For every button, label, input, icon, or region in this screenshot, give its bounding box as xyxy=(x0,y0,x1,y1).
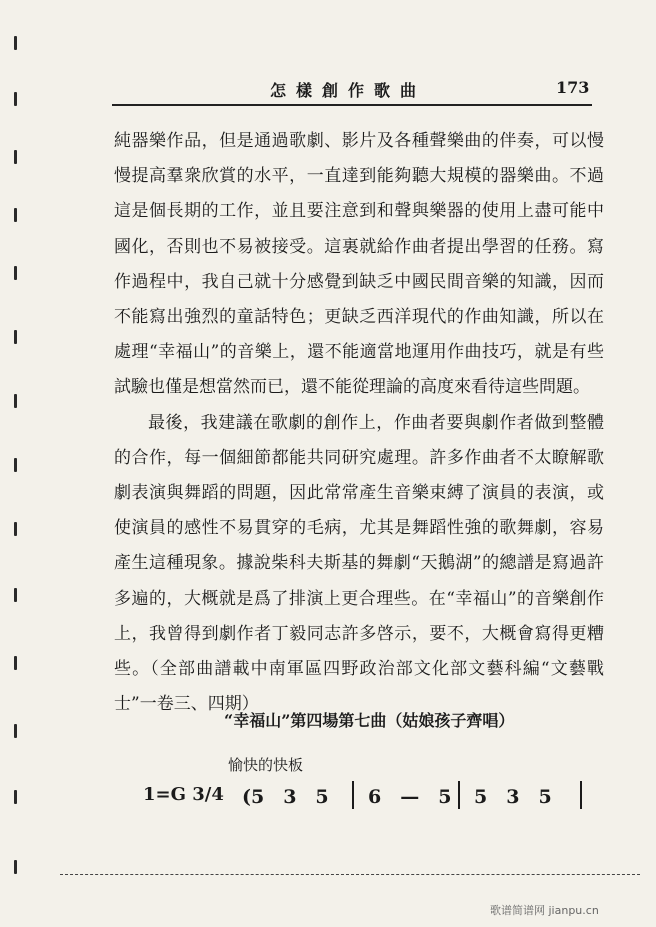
footer-rule xyxy=(60,874,640,875)
binding-marks xyxy=(0,0,40,927)
barline xyxy=(458,781,460,809)
bar-1: (5 3 5 xyxy=(242,786,329,808)
page-number: 173 xyxy=(556,78,590,97)
barline xyxy=(580,781,582,809)
body-text xyxy=(114,124,604,722)
tempo-marking: 愉快的快板 xyxy=(228,756,304,774)
bar-3: 5 3 5 xyxy=(474,786,552,808)
running-title: 怎樣創作歌曲 xyxy=(270,81,427,100)
header-rule xyxy=(112,104,592,106)
paragraph-1: 純器樂作品，但是通過歌劇、影片及各種聲樂曲的伴奏，可以慢慢提高羣衆欣賞的水平，一直達到能夠聽大規模的器樂曲。不過這是個長期的工作，並且要注意到和聲與樂器的使用上盡可能中國化，否則也不易被接受。這裏就給作曲者提出學習的任務。寫作過程中，我自己就十分感覺到缺乏中國民間音樂的知識，因而不能寫出強烈的童話特色；更缺乏西洋現代的作曲知識，所以在處理“幸福山”的音樂上，還不能適當地運用作曲技巧，就是有些試驗也僅是想當然而已，還不能從理論的高度來看待這些問題。 xyxy=(114,131,604,398)
watermark: 歌谱简谱网 jianpu.cn xyxy=(490,904,599,917)
paragraph-2: 最後，我建議在歌劇的創作上，作曲者要與劇作者做到整體的合作，每一個細節都能共同研究處理。許多作曲者不太瞭解歌劇表演與舞蹈的問題，因此常常產生音樂束縛了演員的表演，或使演員的感性不易貫穿的毛病，尤其是舞蹈性強的歌舞劇，容易產生這種現象。據說柴科夫斯基的舞劇“天鵝湖”的總譜是寫過許多遍的，大概就是爲了排演上更合理些。在“幸福山”的音樂創作上，我曾得到劇作者丁毅同志許多啓示，要不，大概會寫得更糟些。（全部曲譜載中南軍區四野政治部文化部文藝科編“文藝戰士”一卷三、四期） xyxy=(114,412,604,715)
key-signature: 1=G 3/4 xyxy=(143,784,224,805)
bar-2: 6 — 5 xyxy=(368,786,452,808)
barline xyxy=(352,781,354,809)
music-caption: “幸福山”第四場第七曲（姑娘孩子齊唱） xyxy=(224,711,515,730)
